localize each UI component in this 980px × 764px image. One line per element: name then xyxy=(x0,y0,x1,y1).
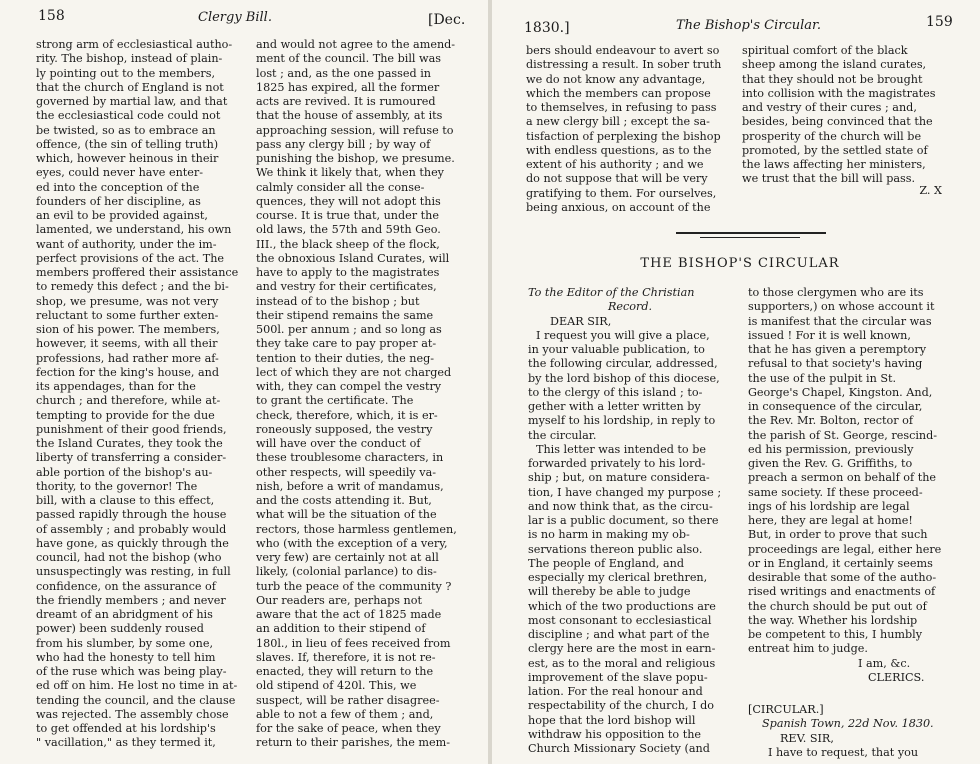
text-line: most consonant to ecclesiastical xyxy=(528,613,712,627)
text-line: forwarded privately to his lord- xyxy=(528,457,706,470)
text-line: which, however heinous in their xyxy=(36,152,219,165)
text-line: will have over the conduct of xyxy=(256,437,421,450)
text-line: church ; and therefore, while at- xyxy=(36,394,221,408)
right-page xyxy=(490,0,980,764)
text-line: we do not know any advantage, xyxy=(526,72,706,86)
text-line: and the costs attending it. But, xyxy=(256,494,432,507)
text-line: that the church of England is not xyxy=(36,80,224,94)
text-line: confidence, on the assurance of xyxy=(36,579,216,593)
left-column-1 xyxy=(36,38,246,751)
text-line: to remedy this defect ; and the bi- xyxy=(36,280,229,294)
text-line: ship ; but, on mature considera- xyxy=(528,471,710,485)
text-line: We think it likely that, when they xyxy=(256,166,445,180)
text-line: entreat him to judge. xyxy=(748,642,868,656)
text-line: the obnoxious Island Curates, will xyxy=(256,251,450,265)
text-line: spiritual comfort of the black xyxy=(742,44,908,57)
text-line: be competent to this, I humbly xyxy=(748,628,923,641)
left-column-2 xyxy=(256,38,466,751)
right-bottom-column-1 xyxy=(528,286,734,756)
text-line: tempting to provide for the due xyxy=(36,408,215,422)
text-line: professions, had rather more af- xyxy=(36,351,219,365)
text-line: approaching session, will refuse to xyxy=(256,123,454,137)
text-line: improvement of the slave popu- xyxy=(528,670,708,684)
running-head-left: Clergy Bill. xyxy=(198,10,272,25)
text-line: able portion of the bishop's au- xyxy=(36,465,213,479)
text-line: is manifest that the circular was xyxy=(748,314,932,328)
text-line: " vacillation," as they termed it, xyxy=(36,736,216,750)
text-line: discipline ; and what part of the xyxy=(528,628,710,641)
text-line: ly pointing out to the members, xyxy=(36,66,216,80)
text-line: bill, with a clause to this effect, xyxy=(36,494,215,507)
text-line: roneously supposed, the vestry xyxy=(256,422,433,436)
top-signature: Z. X xyxy=(919,184,942,197)
text-line: the friendly members ; and never xyxy=(36,593,226,607)
text-line: dreamt of an abridgment of his xyxy=(36,608,213,621)
text-line: servations thereon public also. xyxy=(528,542,703,556)
text-line: in consequence of the circular, xyxy=(748,400,923,413)
text-line: have to apply to the magistrates xyxy=(256,266,440,279)
text-line: return to their parishes, the mem- xyxy=(256,736,451,750)
text-line: 1825 has expired, all the former xyxy=(256,80,440,94)
text-line: Church Missionary Society (and xyxy=(528,742,710,755)
salutation: DEAR SIR, xyxy=(550,314,612,328)
section-divider-thin xyxy=(700,237,800,238)
text-line: sion of his power. The members, xyxy=(36,323,220,336)
text-line: This letter was intended to be xyxy=(536,442,706,456)
letter-body xyxy=(528,329,734,757)
text-line: myself to his lordship, in reply to xyxy=(528,414,716,428)
text-line: enacted, they will return to the xyxy=(256,665,434,678)
text-line: an addition to their stipend of xyxy=(256,622,426,636)
text-line: unsuspectingly was resting, in full xyxy=(36,565,231,579)
text-line: But, in order to prove that such xyxy=(748,528,928,542)
section-title: THE BISHOP'S CIRCULAR xyxy=(640,256,840,271)
text-line: fection for the king's house, and xyxy=(36,365,220,379)
text-line: into collision with the magistrates xyxy=(742,86,936,100)
text-line: rity. The bishop, instead of plain- xyxy=(36,52,223,66)
text-line: the following circular, addressed, xyxy=(528,357,718,371)
text-line: be twisted, so as to embrace an xyxy=(36,123,216,137)
text-line: gratifying to them. For ourselves, xyxy=(526,186,717,200)
text-line: to grant the certificate. The xyxy=(256,394,414,408)
text-line: their stipend remains the same xyxy=(256,308,434,322)
text-line: who had the honesty to tell him xyxy=(36,650,216,664)
text-line: the Island Curates, they took the xyxy=(36,437,223,450)
letter-body-continued xyxy=(748,286,958,657)
text-line: reluctant to some further exten- xyxy=(36,308,219,322)
text-line: withdraw his opposition to the xyxy=(528,727,702,741)
text-line: that he has given a peremptory xyxy=(748,343,927,356)
text-line: of assembly ; and probably would xyxy=(36,522,227,536)
text-line: besides, being convinced that the xyxy=(742,115,933,129)
running-head-right: The Bishop's Circular. xyxy=(676,18,821,33)
text-line: other respects, will speedily va- xyxy=(256,465,437,479)
text-line: tion, I have changed my purpose ; xyxy=(528,485,722,499)
closing: I am, &c. xyxy=(858,656,911,670)
text-line: of the ruse which was being play- xyxy=(36,665,227,678)
text-line: issued ! For it is well known, xyxy=(748,328,911,342)
text-line: council, had not the bishop (who xyxy=(36,551,222,564)
text-line: tisfaction of perplexing the bishop xyxy=(526,129,721,143)
text-line: George's Chapel, Kingston. And, xyxy=(748,385,933,399)
text-line: power) been suddenly roused xyxy=(36,622,204,636)
text-line: slaves. If, therefore, it is not re- xyxy=(256,650,436,664)
circular-dateline: Spanish Town, 22d Nov. 1830. xyxy=(762,717,934,731)
text-line: punishing the bishop, we presume. xyxy=(256,152,455,165)
text-line: the circular. xyxy=(528,428,597,442)
text-line: likely, (colonial parlance) to dis- xyxy=(256,565,437,579)
text-line: in your valuable publication, to xyxy=(528,343,705,356)
text-line: here, they are legal at home! xyxy=(748,514,913,527)
text-line: the way. Whether his lordship xyxy=(748,613,918,627)
text-line: and vestry for their certificates, xyxy=(256,280,437,294)
text-line: to get offended at his lordship's xyxy=(36,722,216,735)
text-line: calmly consider all the conse- xyxy=(256,180,425,194)
text-line: acts are revived. It is rumoured xyxy=(256,95,436,108)
text-line: bers should endeavour to avert so xyxy=(526,44,720,57)
running-head-right-date: 1830.] xyxy=(524,20,570,36)
text-line: refusal to that society's having xyxy=(748,357,923,371)
text-line: check, therefore, which, it is er- xyxy=(256,408,438,422)
text-line: to those clergymen who are its xyxy=(748,286,924,299)
text-line: the use of the pulpit in St. xyxy=(748,371,897,385)
text-line: and vestry of their cures ; and, xyxy=(742,101,917,114)
text-line: able to not a few of them ; and, xyxy=(256,707,434,721)
text-line: III., the black sheep of the flock, xyxy=(256,237,440,251)
text-line: what will be the situation of the xyxy=(256,508,437,522)
text-line: lost ; and, as the one passed in xyxy=(256,66,431,80)
text-line: will thereby be able to judge xyxy=(528,585,691,599)
running-head-left-date: [Dec. xyxy=(428,12,466,28)
text-line: old laws, the 57th and 59th Geo. xyxy=(256,223,441,237)
text-line: the parish of St. George, rescind- xyxy=(748,428,938,442)
text-line: a new clergy bill ; except the sa- xyxy=(526,115,710,129)
text-line: the laws affecting her ministers, xyxy=(742,158,926,171)
text-line: respectability of the church, I do xyxy=(528,699,714,713)
text-line: promoted, by the settled state of xyxy=(742,143,928,157)
text-line: from his slumber, by some one, xyxy=(36,636,214,650)
text-line: shop, we presume, was not very xyxy=(36,294,219,308)
right-top-column-1 xyxy=(526,44,730,215)
text-line: pass any clergy bill ; by way of xyxy=(256,137,431,151)
text-line: preach a sermon on behalf of the xyxy=(748,471,937,485)
text-line: do not suppose that will be very xyxy=(526,172,708,186)
text-line: very few) are certainly not at all xyxy=(256,551,439,564)
text-line: that they should not be brought xyxy=(742,72,923,86)
text-line: rised writings and enactments of xyxy=(748,585,936,599)
text-line: which the members can propose xyxy=(526,86,711,100)
text-line: want of authority, under the im- xyxy=(36,237,217,251)
text-line: governed by martial law, and that xyxy=(36,95,228,108)
text-line: being anxious, on account of the xyxy=(526,200,711,214)
text-line: the Rev. Mr. Bolton, rector of xyxy=(748,414,914,428)
text-line: perfect provisions of the act. The xyxy=(36,251,225,265)
text-line: proceedings are legal, either here xyxy=(748,542,942,556)
text-line: desirable that some of the autho- xyxy=(748,571,937,584)
text-line: distressing a result. In sober truth xyxy=(526,58,722,72)
text-line: lar is a public document, so there xyxy=(528,514,719,527)
text-line: they take care to pay proper at- xyxy=(256,337,437,351)
text-line: the ecclesiastical code could not xyxy=(36,109,221,123)
text-line: eyes, could never have enter- xyxy=(36,166,204,180)
text-line: supporters,) on whose account it xyxy=(748,300,935,314)
text-line: its appendages, than for the xyxy=(36,380,196,393)
right-bottom-column-2 xyxy=(748,286,958,760)
text-line: 500l. per annum ; and so long as xyxy=(256,323,442,336)
text-line: lect of which they are not charged xyxy=(256,365,452,379)
text-line: offence, (the sin of telling truth) xyxy=(36,137,219,151)
text-line: thority, to the governor! The xyxy=(36,479,198,493)
text-line: turb the peace of the community ? xyxy=(256,579,452,593)
text-line: lamented, we understand, his own xyxy=(36,223,232,237)
page-number-left: 158 xyxy=(38,8,65,24)
text-line: and would not agree to the amend- xyxy=(256,38,456,51)
address-line: To the Editor of the Christian xyxy=(528,286,695,299)
text-line: instead of to the bishop ; but xyxy=(256,294,420,308)
circular-first-line: I have to request, that you xyxy=(768,745,919,759)
text-line: who (with the exception of a very, xyxy=(256,536,448,550)
text-line: ed into the conception of the xyxy=(36,180,200,194)
address-line: Record. xyxy=(608,300,653,314)
text-line: which of the two productions are xyxy=(528,599,716,613)
text-line: members proffered their assistance xyxy=(36,266,239,279)
text-line: aware that the act of 1825 made xyxy=(256,608,442,621)
text-line: was rejected. The assembly chose xyxy=(36,707,229,721)
text-line: ed off on him. He lost no time in at- xyxy=(36,679,238,693)
text-line: punishment of their good friends, xyxy=(36,422,227,436)
text-line: Our readers are, perhaps not xyxy=(256,593,422,607)
text-line: by the lord bishop of this diocese, xyxy=(528,371,720,385)
text-line: est, as to the moral and religious xyxy=(528,656,716,670)
text-line: with, they can compel the vestry xyxy=(256,380,442,393)
text-line: prosperity of the church will be xyxy=(742,129,922,143)
text-line: these troublesome characters, in xyxy=(256,451,444,465)
text-line: however, it seems, with all their xyxy=(36,337,218,351)
text-line: gether with a letter written by xyxy=(528,400,701,413)
closing-signature: CLERICS. xyxy=(868,670,925,684)
text-line: I request you will give a place, xyxy=(536,328,710,342)
text-line: 180l., in lieu of fees received from xyxy=(256,636,451,650)
text-line: liberty of transferring a consider- xyxy=(36,451,227,465)
text-line: nish, before a writ of mandamus, xyxy=(256,479,444,493)
text-line: given the Rev. G. Griffiths, to xyxy=(748,457,913,470)
text-line: quences, they will not adopt this xyxy=(256,194,441,208)
text-line: rectors, those harmless gentlemen, xyxy=(256,522,457,536)
text-line: passed rapidly through the house xyxy=(36,508,227,522)
text-line: ment of the council. The bill was xyxy=(256,52,442,66)
text-line: or in England, it certainly seems xyxy=(748,556,933,570)
text-line: with endless questions, as to the xyxy=(526,143,712,157)
text-line: hope that the lord bishop will xyxy=(528,713,696,727)
text-line: is no harm in making my ob- xyxy=(528,528,690,542)
text-line: an evil to be provided against, xyxy=(36,209,208,222)
text-line: suspect, will be rather disagree- xyxy=(256,693,440,707)
text-line: clergy here are the most in earn- xyxy=(528,642,716,656)
text-line: the church should be put out of xyxy=(748,599,927,613)
text-line: sheep among the island curates, xyxy=(742,58,927,72)
text-line: same society. If these proceed- xyxy=(748,485,923,499)
text-line: and now think that, as the circu- xyxy=(528,499,713,513)
text-line: especially my clerical brethren, xyxy=(528,571,708,584)
text-line: to the clergy of this island ; to- xyxy=(528,385,703,399)
text-line: course. It is true that, under the xyxy=(256,209,439,222)
section-divider xyxy=(676,232,826,234)
text-line: ed his permission, previously xyxy=(748,442,914,456)
text-line: The people of England, and xyxy=(528,556,685,570)
text-line: to themselves, in refusing to pass xyxy=(526,101,717,114)
text-line: have gone, as quickly through the xyxy=(36,536,229,550)
page-number-right: 159 xyxy=(926,14,953,30)
text-line: lation. For the real honour and xyxy=(528,685,703,698)
text-line: for the sake of peace, when they xyxy=(256,722,441,735)
text-line: strong arm of ecclesiastical autho- xyxy=(36,38,233,51)
circular-label: [CIRCULAR.] xyxy=(748,703,824,716)
right-top-column-2 xyxy=(742,44,956,187)
text-line: founders of her discipline, as xyxy=(36,194,201,208)
text-line: ings of his lordship are legal xyxy=(748,499,910,513)
text-line: that the house of assembly, at its xyxy=(256,109,443,123)
circular-salutation: REV. SIR, xyxy=(780,731,834,745)
text-line: tention to their duties, the neg- xyxy=(256,351,435,365)
text-line: we trust that the bill will pass. xyxy=(742,172,916,186)
text-line: extent of his authority ; and we xyxy=(526,158,704,171)
text-line: tending the council, and the clause xyxy=(36,693,236,707)
text-line: old stipend of 420l. This, we xyxy=(256,679,417,693)
